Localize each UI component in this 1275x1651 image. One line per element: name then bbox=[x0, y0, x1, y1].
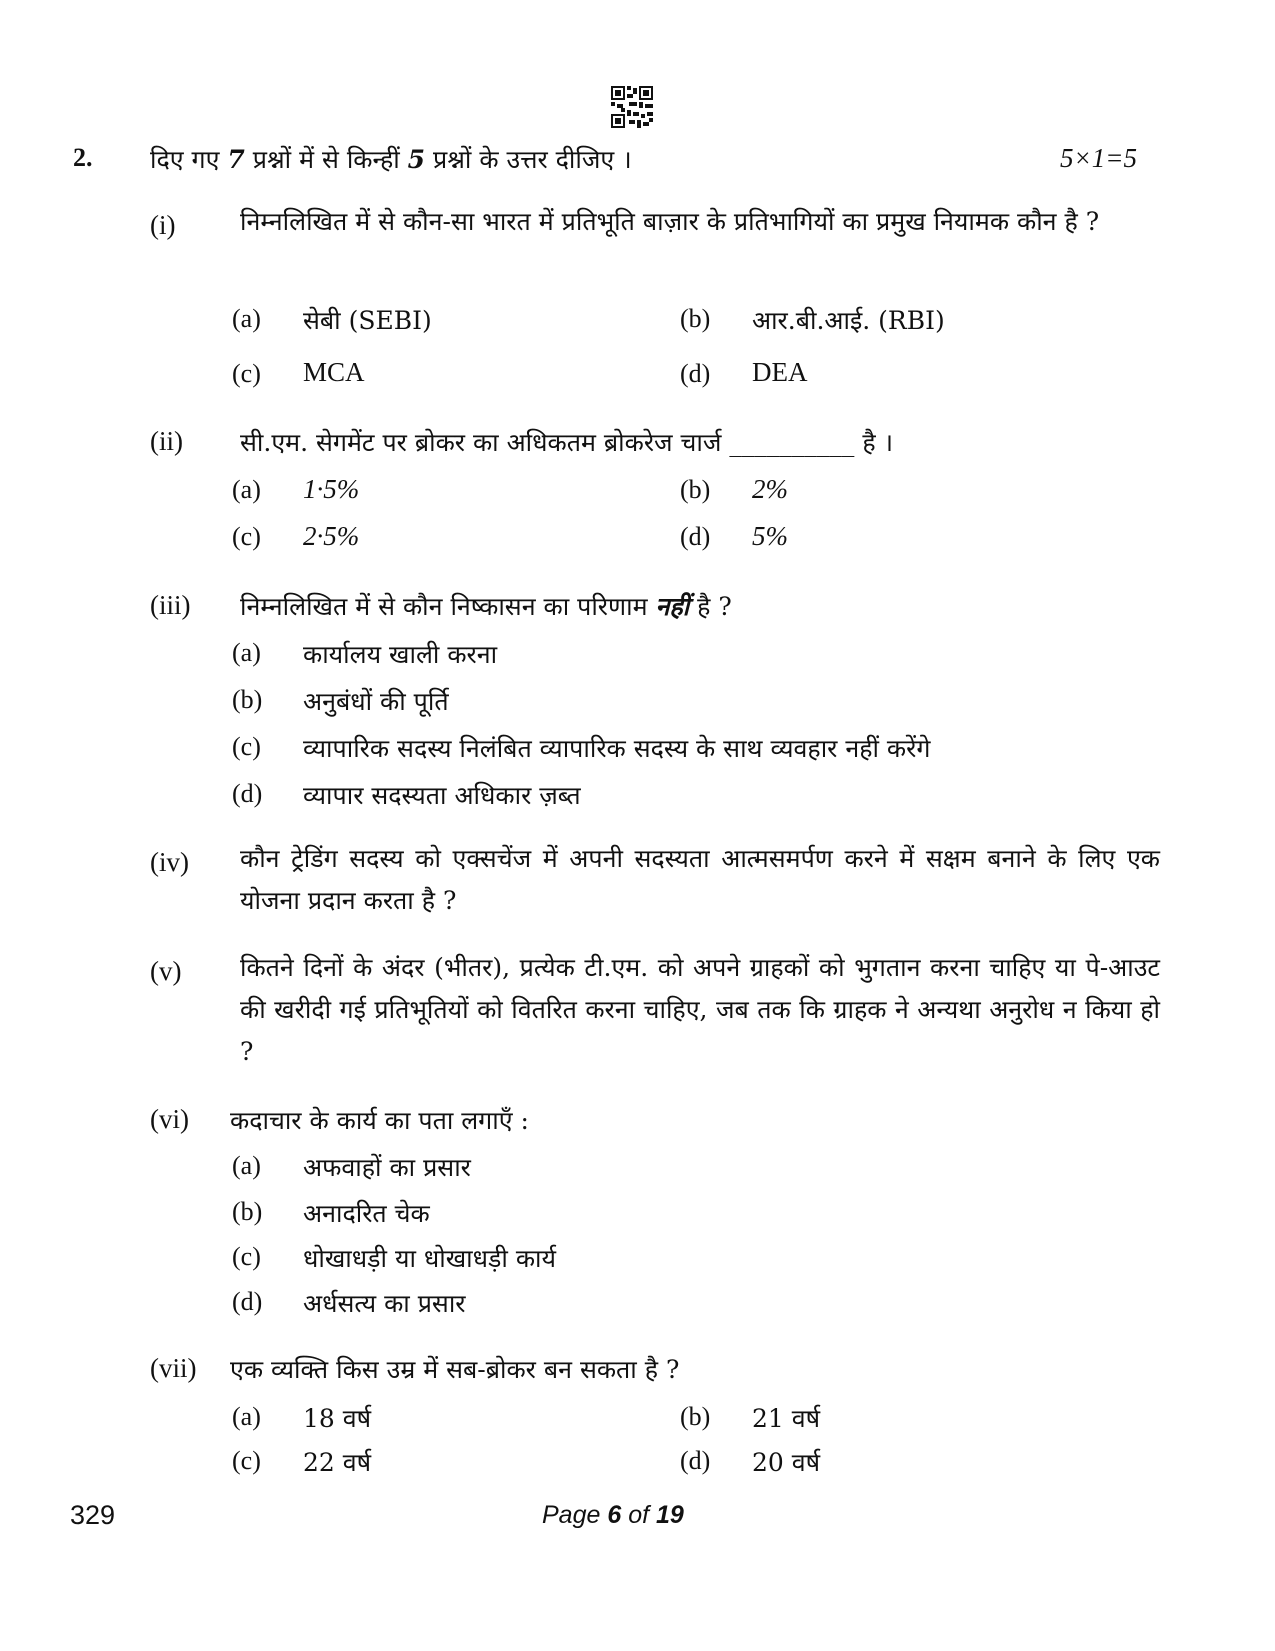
sub-question-text: एक व्यक्ति किस उम्र में सब-ब्रोकर बन सकता है ? bbox=[230, 1355, 680, 1384]
option-text: धोखाधड़ी या धोखाधड़ी कार्य bbox=[303, 1244, 556, 1273]
qr-code bbox=[611, 86, 653, 128]
option-text: DEA bbox=[752, 357, 808, 387]
option-text: 1·5% bbox=[303, 474, 360, 504]
sub-question-label: (iv) bbox=[150, 847, 189, 877]
instruction-part-1: दिए गए bbox=[150, 145, 220, 174]
option-label: (b) bbox=[232, 685, 263, 714]
option-label: (d) bbox=[680, 359, 711, 388]
instruction-part-2: प्रश्नों में से किन्हीं bbox=[252, 145, 400, 174]
page-prefix: Page bbox=[542, 1501, 601, 1529]
sub-question-label: (vii) bbox=[150, 1353, 197, 1383]
option-label: (b) bbox=[680, 1402, 711, 1431]
option-text: 20 वर्ष bbox=[752, 1448, 821, 1477]
sub-question-text bbox=[240, 425, 893, 459]
option-label: (d) bbox=[680, 522, 711, 551]
question-instruction bbox=[150, 142, 632, 176]
sub-question-label: (ii) bbox=[150, 426, 183, 456]
option-label: (b) bbox=[680, 475, 711, 504]
option-label: (a) bbox=[232, 304, 261, 333]
option-text: व्यापारिक सदस्य निलंबित व्यापारिक सदस्य के साथ व्यवहार नहीं करेंगे bbox=[303, 734, 931, 763]
option-text: अनादरित चेक bbox=[303, 1199, 430, 1228]
page-indicator bbox=[542, 1501, 684, 1530]
option-label: (d) bbox=[680, 1446, 711, 1475]
paper-code: 329 bbox=[70, 1500, 116, 1530]
sub-question-text: निम्नलिखित में से कौन-सा भारत में प्रतिभूति बाज़ार के प्रतिभागियों का प्रमुख नियामक कौन है ? bbox=[240, 207, 1100, 236]
question-text-after-blank: है । bbox=[862, 428, 894, 457]
sub-question-label: (vi) bbox=[150, 1104, 189, 1134]
emphasis-word: नहीं bbox=[655, 592, 690, 621]
option-text: 21 वर्ष bbox=[752, 1404, 821, 1433]
instruction-part-3: प्रश्नों के उत्तर दीजिए । bbox=[433, 145, 632, 174]
option-text: 2% bbox=[752, 474, 788, 504]
option-label: (b) bbox=[232, 1197, 263, 1226]
option-label: (a) bbox=[232, 475, 261, 504]
option-text: अनुबंधों की पूर्ति bbox=[303, 687, 449, 716]
option-label: (c) bbox=[232, 522, 261, 551]
page-total: 19 bbox=[656, 1501, 684, 1529]
option-label: (b) bbox=[680, 304, 711, 333]
instruction-number-1: 7 bbox=[227, 145, 245, 174]
option-text: 2·5% bbox=[303, 521, 360, 551]
option-text: अफवाहों का प्रसार bbox=[303, 1153, 471, 1182]
page-of: of bbox=[628, 1501, 650, 1529]
option-text: आर.बी.आई. (RBI) bbox=[752, 306, 945, 335]
option-label: (a) bbox=[232, 1151, 261, 1180]
option-text: 18 वर्ष bbox=[303, 1404, 372, 1433]
sub-question-label: (v) bbox=[150, 956, 182, 986]
question-text-before-emphasis: निम्नलिखित में से कौन निष्कासन का परिणाम bbox=[240, 592, 648, 621]
option-label: (c) bbox=[232, 359, 261, 388]
fill-in-blank: __________ bbox=[729, 428, 855, 457]
option-text: सेबी (SEBI) bbox=[303, 306, 432, 335]
question-text-before-blank: सी.एम. सेगमेंट पर ब्रोकर का अधिकतम ब्रोकरेज चार्ज bbox=[240, 428, 722, 457]
marks-allocation: 5×1=5 bbox=[1060, 143, 1137, 173]
option-label: (a) bbox=[232, 638, 261, 667]
sub-question-label: (iii) bbox=[150, 590, 191, 620]
option-label: (c) bbox=[232, 1242, 261, 1271]
option-label: (a) bbox=[232, 1402, 261, 1431]
option-text: व्यापार सदस्यता अधिकार ज़ब्त bbox=[303, 781, 581, 810]
option-label: (c) bbox=[232, 732, 261, 761]
option-text: MCA bbox=[303, 357, 365, 387]
instruction-number-2: 5 bbox=[407, 145, 426, 174]
option-text: 22 वर्ष bbox=[303, 1448, 372, 1477]
sub-question-text: कितने दिनों के अंदर (भीतर), प्रत्येक टी.एम. को अपने ग्राहकों को भुगतान करना चाहिए या पे-आउट की खरीदी गई प्रतिभूतियों को वितरित करना चाहिए, जब तक कि ग्राहक ने अन्यथा अनुरोध न किया हो ? bbox=[240, 953, 1160, 1066]
option-label: (c) bbox=[232, 1446, 261, 1475]
question-text-after-emphasis: है ? bbox=[697, 592, 732, 621]
option-text: 5% bbox=[752, 521, 788, 551]
option-label: (d) bbox=[232, 1287, 263, 1316]
sub-question-text: कौन ट्रेडिंग सदस्य को एक्सचेंज में अपनी सदस्यता आत्मसमर्पण करने में सक्षम बनाने के लिए एक योजना प्रदान करता है ? bbox=[240, 844, 1160, 915]
question-number: 2. bbox=[73, 143, 93, 172]
option-text: अर्धसत्य का प्रसार bbox=[303, 1289, 466, 1318]
sub-question-text: कदाचार के कार्य का पता लगाएँ : bbox=[230, 1106, 529, 1135]
sub-question-label: (i) bbox=[150, 210, 176, 240]
page-current: 6 bbox=[607, 1501, 622, 1529]
option-label: (d) bbox=[232, 779, 263, 808]
option-text: कार्यालय खाली करना bbox=[303, 640, 498, 669]
sub-question-text bbox=[240, 589, 732, 623]
